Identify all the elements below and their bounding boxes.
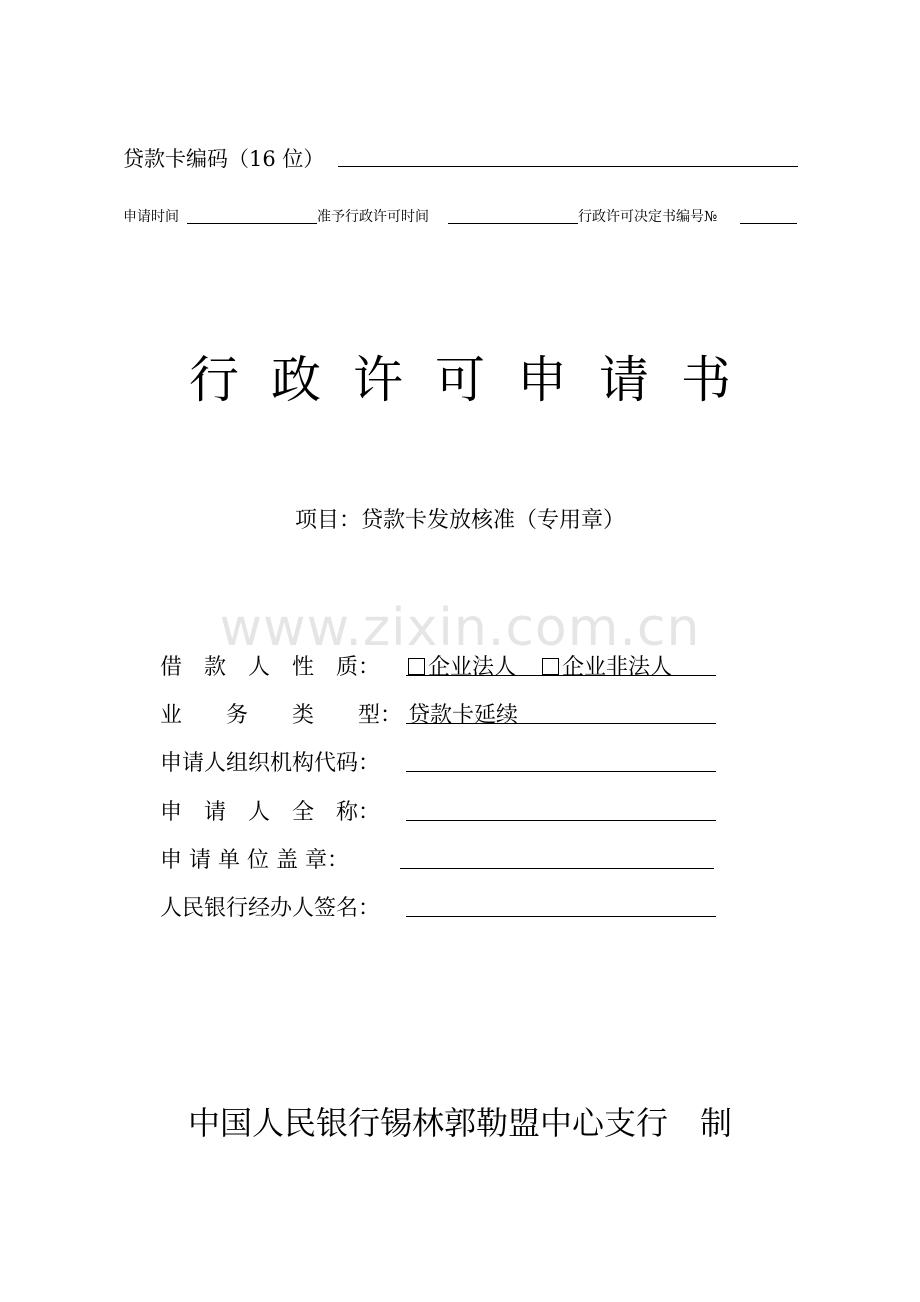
checkbox-icon [408,658,425,675]
project-line: 项目：贷款卡发放核准（专用章） [294,508,625,533]
business-type-value: 贷款卡延续 [408,703,519,728]
checkbox-icon [542,658,559,675]
borrower-nature-options [408,650,672,681]
pboc-signature-label: 人民银行经办人签名： [160,896,381,921]
applicant-seal-field[interactable] [400,868,714,869]
org-code-label: 申请人组织机构代码： [160,751,381,776]
borrower-nature-label: 借 款 人 性 质： [160,655,381,680]
decision-number-label: 行政许可决定书编号№ [578,209,718,225]
applicant-name-label: 申 请 人 全 称： [160,800,381,825]
org-code-field[interactable] [406,771,716,772]
apply-time-field[interactable] [187,223,317,224]
decision-number-field[interactable] [740,223,797,224]
card-code-field[interactable] [338,166,798,167]
document-title: 行政许可申请书 [189,351,763,409]
business-type-field[interactable] [406,723,716,724]
apply-time-label: 申请时间 [123,209,179,225]
card-code-label: 贷款卡编码（16 位） [123,147,325,171]
business-type-label: 业 务 类 型： [160,703,403,728]
enterprise-legal-person-label: 企业法人 [428,655,517,680]
enterprise-non-legal-person-checkbox[interactable] [542,655,672,680]
watermark: www.zixin.com.cn [219,598,701,658]
permit-time-field[interactable] [448,223,578,224]
issuer-footer: 中国人民银行锡林郭勒盟中心支行 制 [187,1104,732,1142]
pboc-signature-field[interactable] [406,916,716,917]
borrower-nature-underline [406,675,716,676]
enterprise-non-legal-person-label: 企业非法人 [562,655,673,680]
enterprise-legal-person-checkbox[interactable] [408,655,516,680]
applicant-name-field[interactable] [406,820,716,821]
applicant-seal-label: 申 请 单 位 盖 章： [160,848,349,873]
permit-time-label: 准予行政许可时间 [317,209,429,225]
